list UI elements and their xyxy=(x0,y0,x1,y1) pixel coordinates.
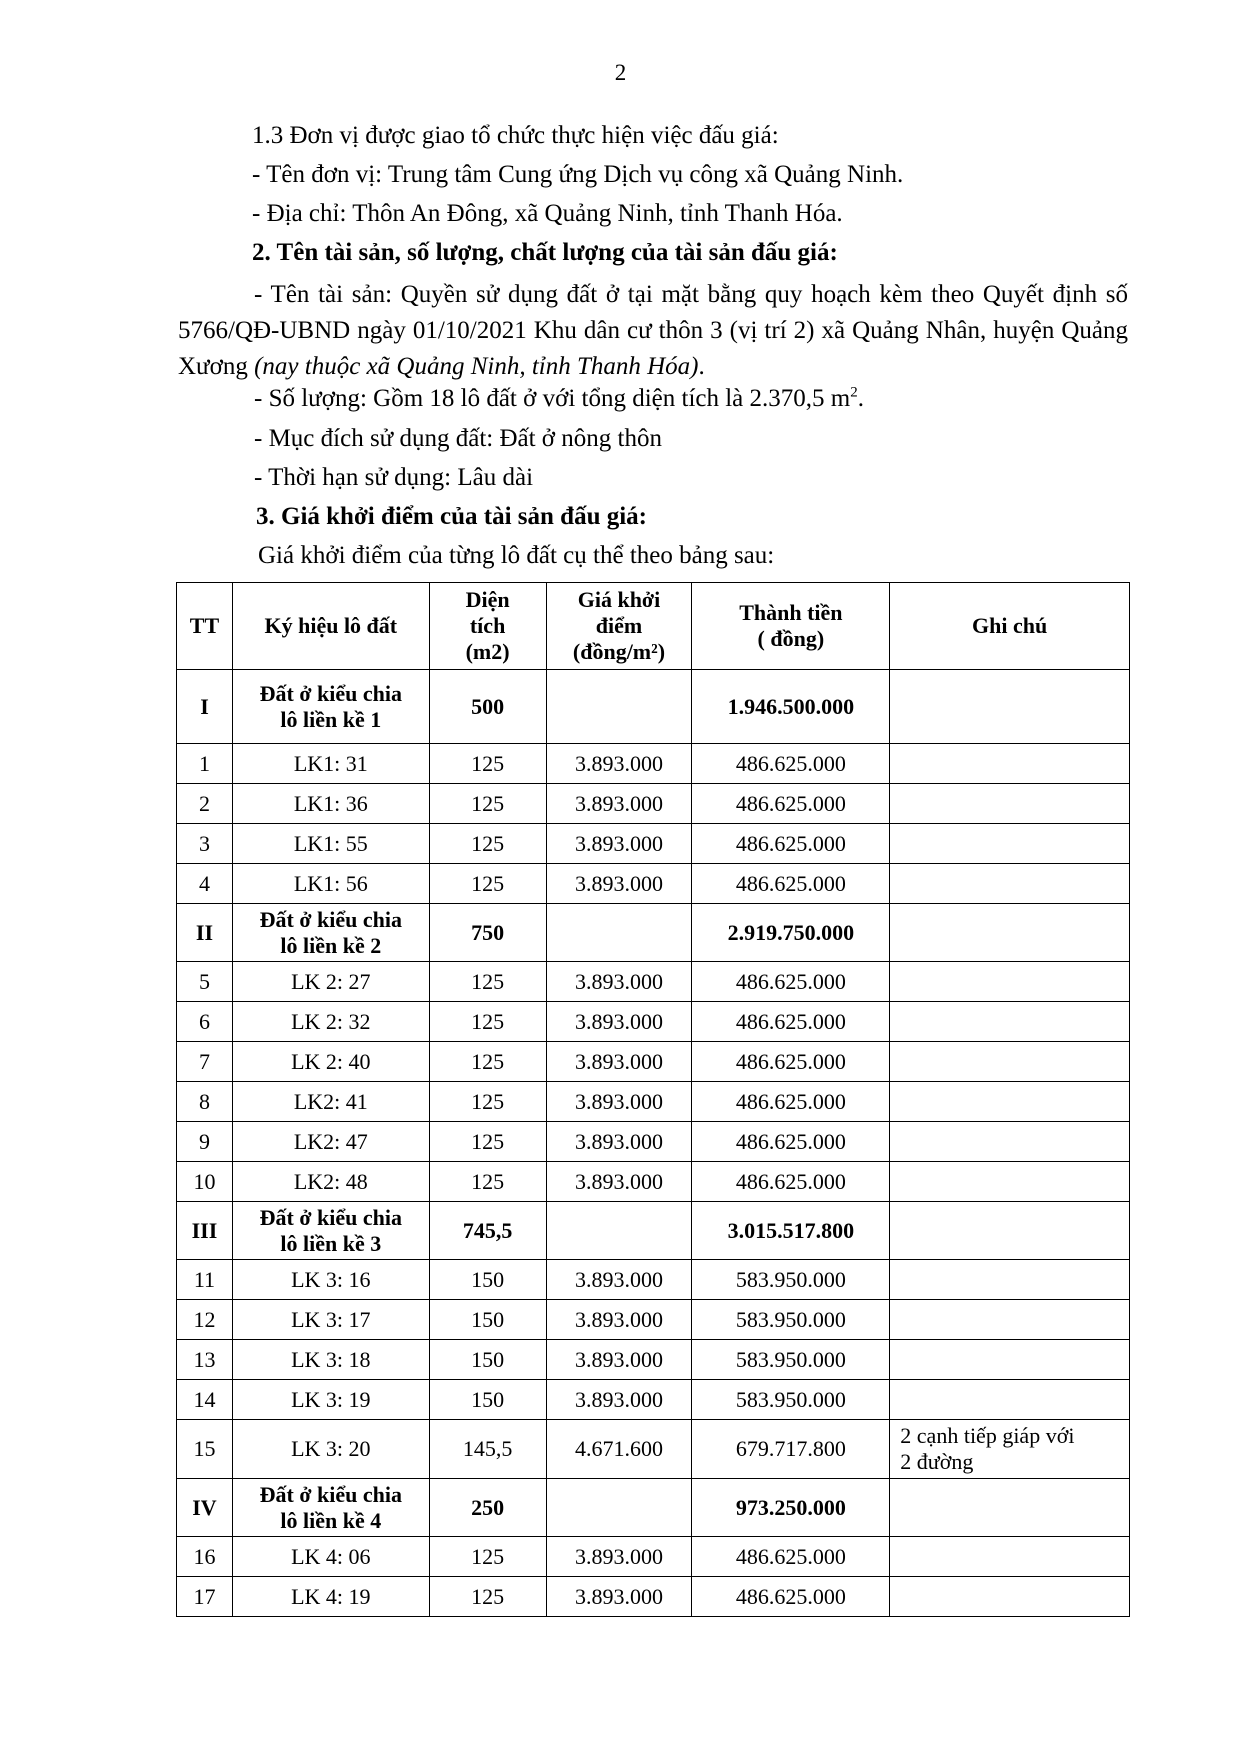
cell-amount: 583.950.000 xyxy=(692,1300,890,1340)
cell-amount: 679.717.800 xyxy=(692,1420,890,1479)
cell-price: 3.893.000 xyxy=(546,1300,692,1340)
cell-price: 3.893.000 xyxy=(546,864,692,904)
cell-tt: 12 xyxy=(177,1300,233,1340)
cell-lot: LK2: 47 xyxy=(232,1122,429,1162)
table-row xyxy=(177,1300,1130,1340)
cell-tt: II xyxy=(177,904,233,962)
cell-amount: 486.625.000 xyxy=(692,864,890,904)
cell-price: 3.893.000 xyxy=(546,1162,692,1202)
cell-price: 3.893.000 xyxy=(546,744,692,784)
asset-name-note: (nay thuộc xã Quảng Ninh, tỉnh Thanh Hóa) xyxy=(254,353,699,380)
cell-lot: LK 4: 06 xyxy=(232,1537,429,1577)
cell-tt: 7 xyxy=(177,1042,233,1082)
cell-note xyxy=(890,1122,1130,1162)
cell-amount: 486.625.000 xyxy=(692,1537,890,1577)
cell-price: 3.893.000 xyxy=(546,1042,692,1082)
table-row xyxy=(177,1002,1130,1042)
section-3-heading: 3. Giá khởi điểm của tài sản đấu giá: xyxy=(256,503,647,530)
cell-note xyxy=(890,1162,1130,1202)
cell-note xyxy=(890,864,1130,904)
cell-price: 3.893.000 xyxy=(546,1340,692,1380)
cell-amount: 486.625.000 xyxy=(692,1577,890,1617)
cell-tt: 13 xyxy=(177,1340,233,1380)
cell-area: 125 xyxy=(429,784,546,824)
header-note: Ghi chú xyxy=(890,583,1130,670)
cell-amount: 486.625.000 xyxy=(692,824,890,864)
cell-area: 500 xyxy=(429,670,546,744)
cell-tt: 10 xyxy=(177,1162,233,1202)
cell-price: 3.893.000 xyxy=(546,1260,692,1300)
cell-area: 150 xyxy=(429,1260,546,1300)
price-table-body xyxy=(177,583,1130,1617)
cell-amount: 486.625.000 xyxy=(692,744,890,784)
cell-price: 3.893.000 xyxy=(546,824,692,864)
cell-amount: 3.015.517.800 xyxy=(692,1202,890,1260)
cell-tt: 3 xyxy=(177,824,233,864)
cell-note xyxy=(890,670,1130,744)
quantity-line xyxy=(254,384,864,414)
cell-note xyxy=(890,1479,1130,1537)
cell-area: 145,5 xyxy=(429,1420,546,1479)
cell-note xyxy=(890,1340,1130,1380)
cell-lot: Đất ở kiểu chia lô liền kề 4 xyxy=(232,1479,429,1537)
cell-note xyxy=(890,1260,1130,1300)
cell-price: 3.893.000 xyxy=(546,1122,692,1162)
cell-price xyxy=(546,904,692,962)
table-group-row xyxy=(177,904,1130,962)
asset-name-text: - Tên tài sản: Quyền sử dụng đất ở tại mặt bằng quy hoạch kèm theo Quyết định số 5766/QĐ-UBND ngày 01/10/2021 Khu dân cư thôn 3 (vị trí 2) xã Quảng Nhân, huyện Quảng Xương xyxy=(178,281,1128,380)
cell-lot: LK 3: 20 xyxy=(232,1420,429,1479)
cell-price: 3.893.000 xyxy=(546,1002,692,1042)
cell-price: 3.893.000 xyxy=(546,784,692,824)
cell-amount: 583.950.000 xyxy=(692,1260,890,1300)
page-number: 2 xyxy=(614,60,627,85)
cell-lot: LK1: 36 xyxy=(232,784,429,824)
cell-amount: 486.625.000 xyxy=(692,1002,890,1042)
table-row xyxy=(177,744,1130,784)
header-tt: TT xyxy=(177,583,233,670)
cell-note xyxy=(890,1202,1130,1260)
cell-area: 125 xyxy=(429,1537,546,1577)
header-price: Giá khởi điểm (đồng/m²) xyxy=(546,583,692,670)
cell-note xyxy=(890,744,1130,784)
cell-lot: Đất ở kiểu chia lô liền kề 3 xyxy=(232,1202,429,1260)
cell-price: 4.671.600 xyxy=(546,1420,692,1479)
cell-note xyxy=(890,1300,1130,1340)
table-group-row xyxy=(177,670,1130,744)
quantity-superscript: 2 xyxy=(850,384,858,401)
cell-price xyxy=(546,1479,692,1537)
cell-price: 3.893.000 xyxy=(546,1537,692,1577)
cell-area: 250 xyxy=(429,1479,546,1537)
cell-note xyxy=(890,1042,1130,1082)
starting-price-table xyxy=(176,582,1130,1617)
cell-note: 2 cạnh tiếp giáp với 2 đường xyxy=(890,1420,1130,1479)
cell-lot: LK 3: 16 xyxy=(232,1260,429,1300)
cell-note xyxy=(890,1082,1130,1122)
cell-tt: 2 xyxy=(177,784,233,824)
cell-lot: Đất ở kiểu chia lô liền kề 2 xyxy=(232,904,429,962)
cell-lot: LK2: 41 xyxy=(232,1082,429,1122)
quantity-text: - Số lượng: Gồm 18 lô đất ở với tổng diện tích là 2.370,5 m xyxy=(254,385,851,412)
cell-lot: LK2: 48 xyxy=(232,1162,429,1202)
asset-name-paragraph xyxy=(178,277,1128,385)
unit-name-line: - Tên đơn vị: Trung tâm Cung ứng Dịch vụ công xã Quảng Ninh. xyxy=(252,161,904,188)
cell-note xyxy=(890,1577,1130,1617)
table-row xyxy=(177,824,1130,864)
table-row xyxy=(177,864,1130,904)
cell-price: 3.893.000 xyxy=(546,1082,692,1122)
cell-note xyxy=(890,962,1130,1002)
cell-amount: 486.625.000 xyxy=(692,1122,890,1162)
table-row xyxy=(177,1340,1130,1380)
cell-note xyxy=(890,1537,1130,1577)
cell-amount: 583.950.000 xyxy=(692,1380,890,1420)
cell-lot: LK 3: 18 xyxy=(232,1340,429,1380)
cell-lot: LK 2: 32 xyxy=(232,1002,429,1042)
cell-area: 745,5 xyxy=(429,1202,546,1260)
cell-lot: LK1: 31 xyxy=(232,744,429,784)
cell-lot: LK1: 56 xyxy=(232,864,429,904)
table-row xyxy=(177,1380,1130,1420)
cell-tt: III xyxy=(177,1202,233,1260)
cell-tt: 4 xyxy=(177,864,233,904)
cell-note xyxy=(890,1002,1130,1042)
cell-area: 125 xyxy=(429,744,546,784)
table-group-row xyxy=(177,1479,1130,1537)
cell-price: 3.893.000 xyxy=(546,1577,692,1617)
cell-amount: 486.625.000 xyxy=(692,1082,890,1122)
cell-amount: 486.625.000 xyxy=(692,1042,890,1082)
cell-price: 3.893.000 xyxy=(546,962,692,1002)
cell-lot: LK 4: 19 xyxy=(232,1577,429,1617)
cell-tt: I xyxy=(177,670,233,744)
price-table-intro: Giá khởi điểm của từng lô đất cụ thể theo bảng sau: xyxy=(258,542,775,569)
table-row xyxy=(177,1577,1130,1617)
cell-area: 150 xyxy=(429,1380,546,1420)
header-amount: Thành tiền ( đồng) xyxy=(692,583,890,670)
table-row xyxy=(177,1042,1130,1082)
asset-name-end: . xyxy=(698,353,705,380)
term-line: - Thời hạn sử dụng: Lâu dài xyxy=(254,464,534,491)
table-group-row xyxy=(177,1202,1130,1260)
cell-tt: 16 xyxy=(177,1537,233,1577)
table-row xyxy=(177,1122,1130,1162)
cell-amount: 2.919.750.000 xyxy=(692,904,890,962)
section-1-3-heading: 1.3 Đơn vị được giao tổ chức thực hiện việc đấu giá: xyxy=(252,122,779,149)
cell-amount: 486.625.000 xyxy=(692,962,890,1002)
price-table-header-row xyxy=(177,583,1130,670)
cell-tt: 9 xyxy=(177,1122,233,1162)
cell-lot: LK 2: 27 xyxy=(232,962,429,1002)
cell-area: 125 xyxy=(429,1162,546,1202)
cell-tt: IV xyxy=(177,1479,233,1537)
cell-area: 125 xyxy=(429,1577,546,1617)
cell-lot: LK 3: 17 xyxy=(232,1300,429,1340)
table-row xyxy=(177,1082,1130,1122)
cell-area: 125 xyxy=(429,864,546,904)
section-2-heading: 2. Tên tài sản, số lượng, chất lượng của tài sản đấu giá: xyxy=(252,239,838,266)
header-area: Diện tích (m2) xyxy=(429,583,546,670)
cell-tt: 8 xyxy=(177,1082,233,1122)
cell-price xyxy=(546,670,692,744)
cell-area: 125 xyxy=(429,1002,546,1042)
cell-lot: LK 2: 40 xyxy=(232,1042,429,1082)
cell-amount: 486.625.000 xyxy=(692,784,890,824)
cell-tt: 6 xyxy=(177,1002,233,1042)
table-row xyxy=(177,1537,1130,1577)
table-row xyxy=(177,1420,1130,1479)
cell-area: 125 xyxy=(429,1122,546,1162)
purpose-line: - Mục đích sử dụng đất: Đất ở nông thôn xyxy=(254,425,662,452)
cell-tt: 11 xyxy=(177,1260,233,1300)
unit-address-line: - Địa chỉ: Thôn An Đông, xã Quảng Ninh, tỉnh Thanh Hóa. xyxy=(252,200,843,227)
cell-amount: 973.250.000 xyxy=(692,1479,890,1537)
table-row xyxy=(177,962,1130,1002)
cell-amount: 583.950.000 xyxy=(692,1340,890,1380)
cell-amount: 486.625.000 xyxy=(692,1162,890,1202)
cell-tt: 15 xyxy=(177,1420,233,1479)
cell-note xyxy=(890,1380,1130,1420)
quantity-end: . xyxy=(857,385,864,412)
cell-area: 750 xyxy=(429,904,546,962)
cell-area: 150 xyxy=(429,1300,546,1340)
cell-area: 125 xyxy=(429,824,546,864)
table-row xyxy=(177,1260,1130,1300)
cell-tt: 14 xyxy=(177,1380,233,1420)
cell-price xyxy=(546,1202,692,1260)
cell-tt: 17 xyxy=(177,1577,233,1617)
cell-area: 125 xyxy=(429,1042,546,1082)
cell-area: 150 xyxy=(429,1340,546,1380)
cell-lot: Đất ở kiểu chia lô liền kề 1 xyxy=(232,670,429,744)
cell-tt: 1 xyxy=(177,744,233,784)
table-row xyxy=(177,784,1130,824)
cell-tt: 5 xyxy=(177,962,233,1002)
cell-amount: 1.946.500.000 xyxy=(692,670,890,744)
table-row xyxy=(177,1162,1130,1202)
cell-price: 3.893.000 xyxy=(546,1380,692,1420)
header-lot: Ký hiệu lô đất xyxy=(232,583,429,670)
cell-note xyxy=(890,784,1130,824)
cell-lot: LK 3: 19 xyxy=(232,1380,429,1420)
cell-note xyxy=(890,824,1130,864)
cell-area: 125 xyxy=(429,1082,546,1122)
cell-note xyxy=(890,904,1130,962)
cell-lot: LK1: 55 xyxy=(232,824,429,864)
cell-area: 125 xyxy=(429,962,546,1002)
